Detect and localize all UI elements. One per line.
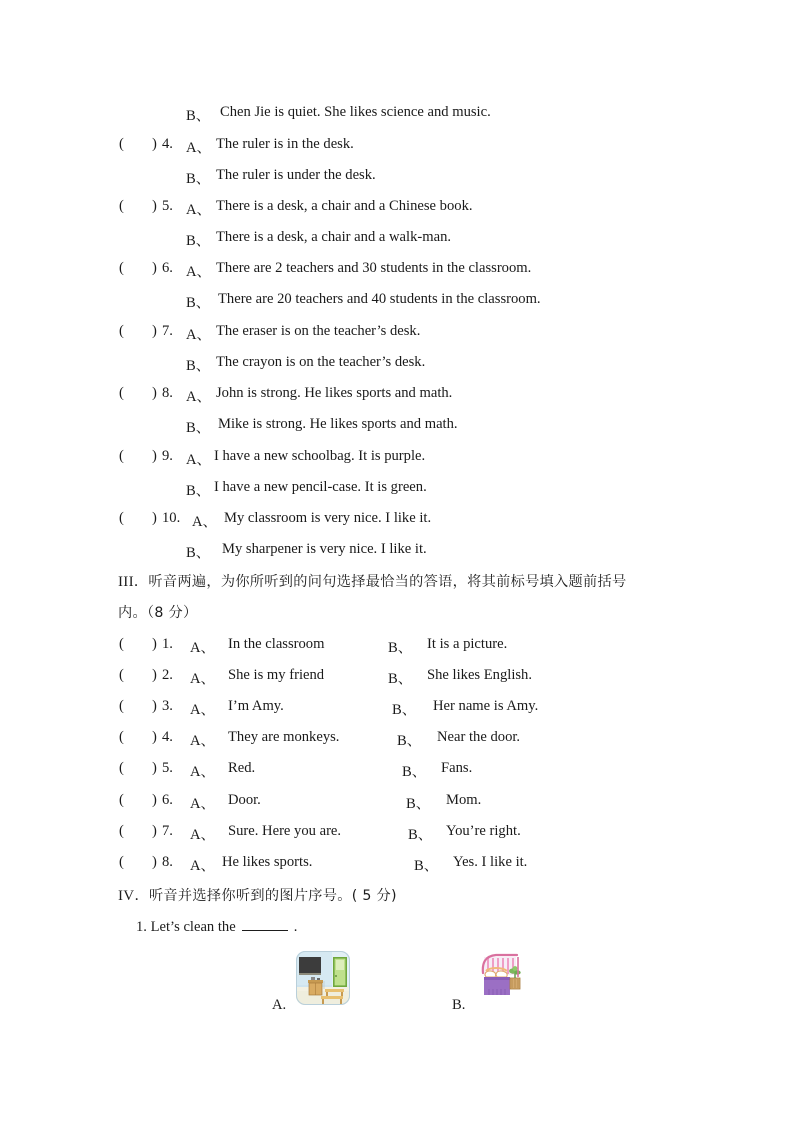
question-number: 3. [162, 698, 173, 714]
answer-bracket-close: ) [152, 854, 157, 870]
question-row [0, 260, 793, 282]
option-b-text: The ruler is under the desk. [216, 167, 376, 183]
option-b-label: B、 [186, 295, 211, 311]
answer-bracket-close: ) [152, 385, 157, 401]
question-text-end: . [293, 919, 298, 935]
option-a-text: My classroom is very nice. I like it. [224, 510, 432, 526]
option-a-label: A、 [186, 327, 212, 343]
option-b-text: There are 20 teachers and 40 students in the classroom. [218, 291, 541, 307]
option-a-text: Door. [228, 792, 261, 808]
option-a-label: A、 [186, 202, 212, 218]
option-a-text: In the classroom [228, 636, 325, 652]
answer-bracket-open[interactable]: ( [119, 792, 124, 808]
option-a-text: There is a desk, a chair and a Chinese book. [216, 198, 473, 214]
question-row [0, 823, 793, 845]
option-a-label: A、 [190, 796, 216, 812]
bed-pillows-purple-blanket-plant-icon [476, 951, 530, 1005]
option-a-text: I’m Amy. [228, 698, 284, 714]
option-b-label: B、 [186, 358, 211, 374]
answer-bracket-close: ) [152, 260, 157, 276]
question-row [0, 760, 793, 782]
question-number: 6. [162, 260, 173, 276]
answer-bracket-close: ) [152, 667, 157, 683]
option-b-label: B、 [402, 764, 427, 780]
answer-bracket-open[interactable]: ( [119, 260, 124, 276]
answer-bracket-open[interactable]: ( [119, 448, 124, 464]
question-row [0, 198, 793, 220]
answer-bracket-open[interactable]: ( [119, 760, 124, 776]
question-number: 10. [162, 510, 181, 526]
classroom-blackboard-door-desk-benches-icon [296, 951, 350, 1005]
option-a-text: The ruler is in the desk. [216, 136, 354, 152]
option-a-label: A、 [190, 764, 216, 780]
answer-bracket-close: ) [152, 636, 157, 652]
answer-bracket-close: ) [152, 792, 157, 808]
question-row [0, 698, 793, 720]
option-b-label: B、 [392, 702, 417, 718]
choice-b-label: B. [452, 997, 466, 1013]
option-a-label: A、 [192, 514, 218, 530]
option-b-label: B、 [408, 827, 433, 843]
question-number: 4. [162, 729, 173, 745]
answer-bracket-open[interactable]: ( [119, 323, 124, 339]
option-a-text: I have a new schoolbag. It is purple. [214, 448, 426, 464]
answer-bracket-open[interactable]: ( [119, 510, 124, 526]
answer-bracket-close: ) [152, 323, 157, 339]
question-row [0, 854, 793, 876]
option-b-text: The crayon is on the teacher’s desk. [216, 354, 426, 370]
question-number: 4. [162, 136, 173, 152]
question-row [0, 385, 793, 407]
option-a-label: A、 [190, 858, 216, 874]
option-b-label: B、 [414, 858, 439, 874]
question-number: 8. [162, 385, 173, 401]
question-number: 8. [162, 854, 173, 870]
question-text: Let’s clean the [150, 919, 236, 935]
option-b-label: B、 [186, 545, 211, 561]
question-number: 9. [162, 448, 173, 464]
option-b-text: I have a new pencil-case. It is green. [214, 479, 427, 495]
option-b-label: B、 [186, 233, 211, 249]
question-number: 5. [162, 760, 173, 776]
option-a-label: A、 [190, 671, 216, 687]
question-row [0, 667, 793, 689]
section-numeral: III [118, 574, 134, 590]
option-b-text: Yes. I like it. [453, 854, 528, 870]
answer-bracket-open[interactable]: ( [119, 667, 124, 683]
option-b-text: My sharpener is very nice. I like it. [222, 541, 427, 557]
answer-bracket-open[interactable]: ( [119, 136, 124, 152]
answer-bracket-open[interactable]: ( [119, 854, 124, 870]
question-number: 1. [136, 919, 147, 935]
option-a-label: A、 [190, 640, 216, 656]
option-a-label: A、 [190, 733, 216, 749]
option-a-text: The eraser is on the teacher’s desk. [216, 323, 421, 339]
option-a-text: He likes sports. [222, 854, 313, 870]
answer-bracket-close: ) [152, 448, 157, 464]
section-four-question-1 [136, 917, 297, 935]
option-a-text: They are monkeys. [228, 729, 340, 745]
option-a-label: A、 [186, 389, 212, 405]
question-number: 7. [162, 823, 173, 839]
question-row [0, 792, 793, 814]
question-number: 6. [162, 792, 173, 808]
question-number: 5. [162, 198, 173, 214]
answer-bracket-open[interactable]: ( [119, 729, 124, 745]
option-b-label: B、 [388, 671, 413, 687]
option-b-label: B、 [186, 420, 211, 436]
answer-bracket-open[interactable]: ( [119, 698, 124, 714]
option-b-text: Chen Jie is quiet. She likes science and music. [220, 104, 491, 120]
section-four-heading [118, 885, 397, 905]
option-b-label: B、 [186, 108, 211, 124]
option-b-text: She likes English. [427, 667, 532, 683]
option-a-label: A、 [190, 827, 216, 843]
option-b-label: B、 [406, 796, 431, 812]
answer-blank[interactable] [242, 917, 288, 931]
section-four-heading-text: 听音并选择你听到的图片序号。( 5 分) [148, 888, 397, 904]
section-numeral-dot: ． [133, 574, 149, 590]
answer-bracket-close: ) [152, 729, 157, 745]
option-b-text: Mike is strong. He likes sports and math. [218, 416, 458, 432]
section-three-heading-text-cont: 内。（8 分） [118, 605, 198, 621]
answer-bracket-open[interactable]: ( [119, 823, 124, 839]
option-a-text: John is strong. He likes sports and math. [216, 385, 453, 401]
option-b-text: Fans. [441, 760, 473, 776]
option-b-text: You’re right. [446, 823, 521, 839]
answer-bracket-close: ) [152, 510, 157, 526]
option-b-label: B、 [397, 733, 422, 749]
option-a-text: Sure. Here you are. [228, 823, 342, 839]
option-b-label: B、 [186, 483, 211, 499]
option-a-text: Red. [228, 760, 256, 776]
answer-bracket-close: ) [152, 698, 157, 714]
option-b-text: It is a picture. [427, 636, 508, 652]
option-b-label: B、 [186, 171, 211, 187]
question-row [0, 510, 793, 532]
section-three-heading-text: 听音两遍，为你所听到的问句选择最恰当的答语，将其前标号填入题前括号 [148, 574, 627, 590]
option-b-label: B、 [388, 640, 413, 656]
section-three-heading-line1 [118, 571, 626, 591]
question-number: 1. [162, 636, 173, 652]
option-a-label: A、 [190, 702, 216, 718]
question-row [0, 448, 793, 470]
answer-bracket-close: ) [152, 136, 157, 152]
answer-bracket-open[interactable]: ( [119, 198, 124, 214]
option-b-text: Near the door. [437, 729, 521, 745]
section-numeral: IV [118, 888, 135, 904]
answer-bracket-close: ) [152, 198, 157, 214]
question-row [0, 323, 793, 345]
section-three-heading-line2 [118, 602, 197, 622]
option-b-text: Her name is Amy. [433, 698, 539, 714]
option-b-text: There is a desk, a chair and a walk-man. [216, 229, 452, 245]
option-a-text: There are 2 teachers and 30 students in the classroom. [216, 260, 532, 276]
answer-bracket-open[interactable]: ( [119, 636, 124, 652]
question-row [0, 136, 793, 158]
answer-bracket-open[interactable]: ( [119, 385, 124, 401]
question-number: 2. [162, 667, 173, 683]
option-b-text: Mom. [446, 792, 482, 808]
option-a-label: A、 [186, 140, 212, 156]
section-numeral-dot: ． [134, 888, 149, 904]
question-row [0, 729, 793, 751]
option-a-text: She is my friend [228, 667, 325, 683]
answer-bracket-close: ) [152, 760, 157, 776]
option-a-label: A、 [186, 264, 212, 280]
answer-bracket-close: ) [152, 823, 157, 839]
choice-a-label: A. [272, 997, 287, 1013]
option-a-label: A、 [186, 452, 212, 468]
question-row [0, 636, 793, 658]
question-number: 7. [162, 323, 173, 339]
